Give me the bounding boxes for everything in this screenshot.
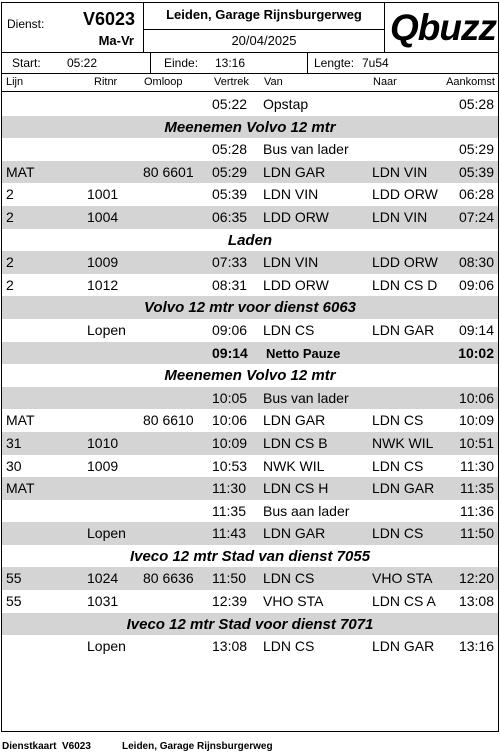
cell-naar: LDN CS [372, 457, 424, 474]
cell-vertrek: 10:05 [212, 389, 248, 406]
duty-date: 20/04/2025 [144, 30, 385, 52]
cell-naar: NWK WIL [372, 434, 434, 451]
cell-lijn: 2 [6, 208, 14, 225]
cell-van: Bus van lader [263, 141, 349, 158]
cell-vertrek: 05:29 [212, 163, 248, 180]
cell-lijn: 55 [6, 570, 22, 587]
cell-van: LDN CS H [263, 480, 329, 497]
table-row [2, 138, 498, 161]
cell-aankomst: 09:14 [458, 321, 494, 338]
cell-ritnr: Lopen [87, 638, 126, 655]
cell-van: LDN GAR [263, 525, 326, 542]
cell-van: LDN GAR [263, 163, 326, 180]
cell-omloop: 80 6601 [143, 163, 194, 180]
cell-vertrek: 09:14 [212, 344, 248, 361]
table-row [2, 522, 498, 545]
table-row [2, 206, 498, 229]
einde-cell [151, 53, 308, 73]
cell-lijn: MAT [6, 480, 35, 497]
cell-omloop: 80 6636 [143, 570, 194, 587]
col-ritnr: Ritnr [94, 76, 118, 88]
cell-vertrek: 11:43 [212, 525, 246, 542]
table-row [2, 477, 498, 500]
footer-location: Leiden, Garage Rijnsburgerweg [122, 741, 273, 752]
times-bar [2, 53, 498, 74]
lengte-cell [308, 53, 498, 73]
cell-aankomst: 13:08 [458, 593, 494, 610]
cell-naar: LDN CS [372, 525, 424, 542]
table-row [2, 93, 498, 116]
cell-aankomst: 11:30 [460, 457, 494, 474]
cell-naar: VHO STA [372, 570, 433, 587]
pause-label: Netto Pauze [266, 345, 341, 361]
col-vertrek: Vertrek [214, 76, 249, 88]
col-van: Van [264, 76, 283, 88]
section-title: Laden [227, 231, 273, 249]
col-lijn: Lijn [6, 76, 24, 88]
cell-lijn: 2 [6, 254, 14, 271]
cell-van: Bus van lader [263, 389, 349, 406]
dienst-number: V6023 [82, 9, 135, 29]
start-time: 05:22 [67, 56, 98, 70]
cell-van: LDN GAR [263, 412, 326, 429]
einde-time: 13:16 [215, 56, 246, 70]
section-row [2, 545, 498, 568]
cell-vertrek: 12:39 [212, 593, 248, 610]
cell-naar: LDN CS [372, 412, 424, 429]
cell-lijn: 30 [6, 457, 22, 474]
cell-aankomst: 11:35 [460, 480, 494, 497]
section-title: Iveco 12 mtr Stad van dienst 7055 [129, 547, 371, 565]
column-headers [2, 74, 498, 92]
section-row [2, 116, 498, 139]
col-aankomst: Aankomst [446, 76, 495, 88]
cell-van: NWK WIL [263, 457, 325, 474]
cell-naar: LDD ORW [372, 254, 438, 271]
section-title: Volvo 12 mtr voor dienst 6063 [143, 299, 357, 317]
cell-vertrek: 09:06 [212, 321, 248, 338]
cell-lijn: MAT [6, 412, 35, 429]
einde-label: Einde: [164, 56, 199, 70]
start-label: Start: [12, 56, 41, 70]
cell-van: Opstap [263, 96, 309, 112]
cell-van: VHO STA [263, 593, 324, 610]
cell-van: LDN CS B [263, 434, 328, 451]
cell-van: LDN VIN [263, 186, 319, 203]
cell-aankomst: 10:51 [458, 434, 494, 451]
footer-number: V6023 [62, 741, 91, 752]
card-header [2, 3, 498, 53]
lengte-label: Lengte: [314, 56, 355, 70]
table-row [2, 251, 498, 274]
section-title: Meenemen Volvo 12 mtr [164, 367, 336, 385]
cell-lijn: MAT [6, 163, 35, 180]
cell-vertrek: 10:06 [212, 412, 248, 429]
dienst-label: Dienst: [7, 17, 45, 31]
cell-ritnr: 1001 [87, 186, 119, 203]
cell-naar: LDD ORW [372, 186, 438, 203]
table-row [2, 432, 498, 455]
cell-naar: LDN VIN [372, 208, 428, 225]
cell-aankomst: 06:28 [458, 186, 494, 203]
cell-vertrek: 10:53 [212, 457, 248, 474]
cell-aankomst: 10:09 [458, 412, 494, 429]
cell-vertrek: 05:39 [212, 186, 248, 203]
table-row [2, 161, 498, 184]
cell-naar: LDN GAR [372, 638, 435, 655]
qbuzz-logo: Qbuzz [390, 7, 496, 48]
cell-van: LDD ORW [263, 208, 329, 225]
cell-lijn: 55 [6, 593, 22, 610]
cell-lijn: 31 [6, 434, 22, 451]
dienst-days: Ma-Vr [98, 33, 134, 48]
lengte-value: 7u54 [362, 56, 389, 70]
cell-aankomst: 09:06 [458, 276, 494, 293]
cell-vertrek: 06:35 [212, 208, 248, 225]
schedule-table [2, 93, 498, 658]
depot-location: Leiden, Garage Rijnsburgerweg [144, 3, 385, 30]
cell-aankomst: 05:28 [458, 96, 494, 112]
section-row [2, 364, 498, 387]
cell-lijn: 2 [6, 186, 14, 203]
cell-ritnr: 1024 [87, 570, 119, 587]
cell-van: LDN CS [263, 321, 315, 338]
cell-vertrek: 05:28 [212, 141, 248, 158]
cell-aankomst: 13:16 [458, 638, 494, 655]
cell-aankomst: 05:39 [458, 163, 494, 180]
cell-naar: LDN GAR [372, 321, 435, 338]
cell-naar: LDN GAR [372, 480, 435, 497]
cell-vertrek: 13:08 [212, 638, 248, 655]
cell-vertrek: 07:33 [212, 254, 248, 271]
section-title: Meenemen Volvo 12 mtr [164, 118, 336, 136]
cell-van: LDN CS [263, 570, 315, 587]
pause-row [2, 342, 498, 365]
cell-aankomst: 11:50 [460, 525, 494, 542]
dienst-cell [2, 3, 144, 52]
section-row [2, 613, 498, 636]
cell-van: LDN CS [263, 638, 315, 655]
cell-ritnr: 1031 [87, 593, 119, 610]
table-row [2, 183, 498, 206]
cell-aankomst: 08:30 [458, 254, 494, 271]
start-cell [2, 53, 151, 73]
cell-van: LDD ORW [263, 276, 329, 293]
duty-card [1, 2, 499, 732]
cell-vertrek: 11:30 [212, 480, 246, 497]
table-row [2, 319, 498, 342]
table-row [2, 500, 498, 523]
cell-ritnr: Lopen [87, 525, 126, 542]
cell-vertrek: 11:35 [212, 502, 246, 519]
cell-aankomst: 10:02 [458, 344, 494, 361]
col-naar: Naar [373, 76, 397, 88]
cell-vertrek: 10:09 [212, 434, 248, 451]
cell-ritnr: 1004 [87, 208, 119, 225]
cell-vertrek: 05:22 [212, 96, 248, 112]
section-row [2, 229, 498, 252]
table-row [2, 567, 498, 590]
section-title: Iveco 12 mtr Stad voor dienst 7071 [126, 615, 374, 633]
cell-lijn: 2 [6, 276, 14, 293]
cell-ritnr: Lopen [87, 321, 126, 338]
cell-vertrek: 08:31 [212, 276, 248, 293]
table-row [2, 590, 498, 613]
table-row [2, 635, 498, 658]
cell-van: LDN VIN [263, 254, 319, 271]
col-omloop: Omloop [144, 76, 183, 88]
cell-naar: LDN CS D [372, 276, 438, 293]
footer-label: Dienstkaart [2, 741, 57, 752]
cell-ritnr: 1010 [87, 434, 119, 451]
cell-aankomst: 10:06 [458, 389, 494, 406]
cell-aankomst: 05:29 [458, 141, 494, 158]
cell-ritnr: 1009 [87, 254, 119, 271]
table-row [2, 455, 498, 478]
cell-ritnr: 1009 [87, 457, 119, 474]
table-row [2, 274, 498, 297]
cell-vertrek: 11:50 [212, 570, 246, 587]
cell-aankomst: 07:24 [458, 208, 494, 225]
section-row [2, 296, 498, 319]
cell-van: Bus aan lader [263, 502, 350, 519]
table-row [2, 409, 498, 432]
cell-naar: LDN VIN [372, 163, 428, 180]
table-row [2, 387, 498, 410]
cell-aankomst: 11:36 [460, 502, 494, 519]
cell-omloop: 80 6610 [143, 412, 194, 429]
cell-naar: LDN CS A [372, 593, 436, 610]
cell-ritnr: 1012 [87, 276, 119, 293]
cell-aankomst: 12:20 [458, 570, 494, 587]
